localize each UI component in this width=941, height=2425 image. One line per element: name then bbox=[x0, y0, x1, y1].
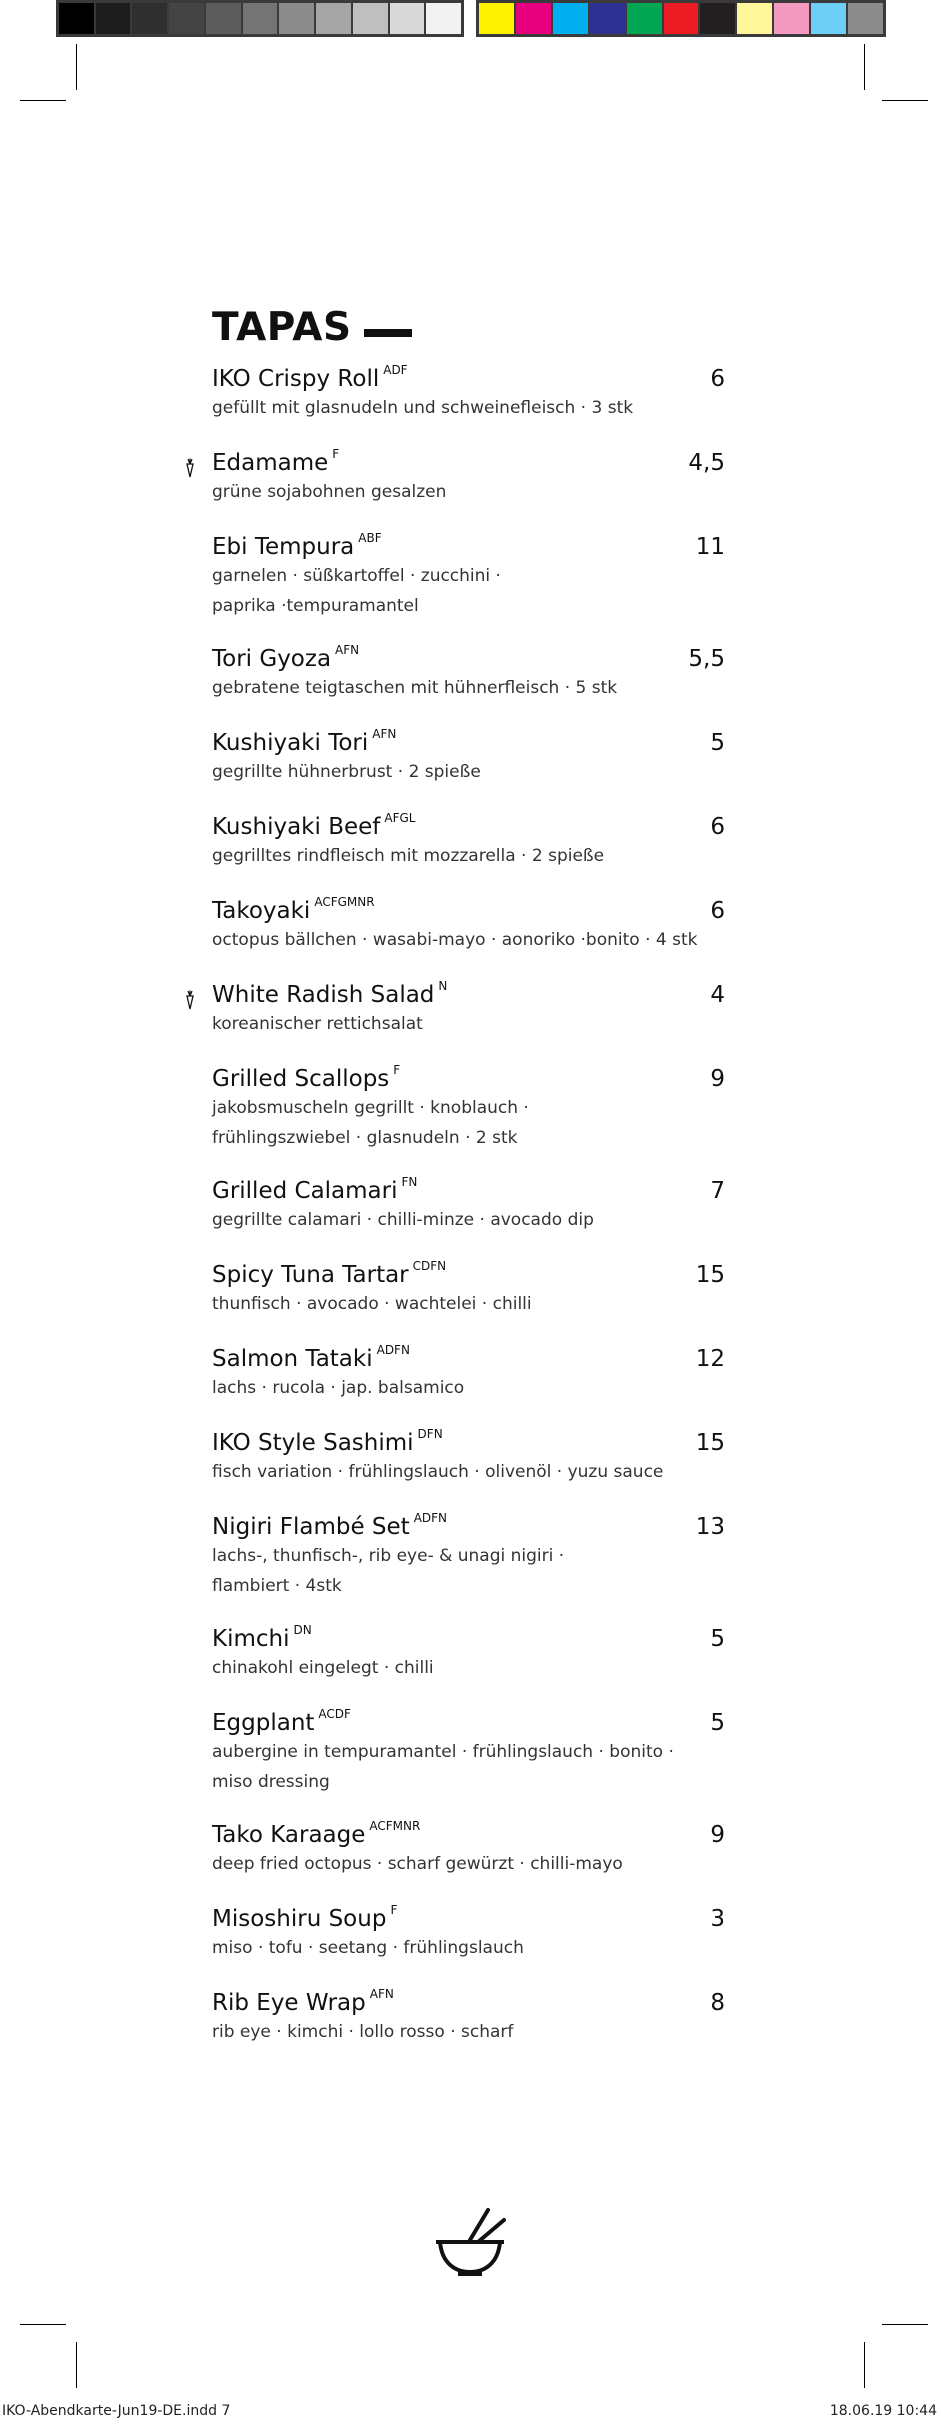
menu-item-row bbox=[212, 811, 725, 840]
menu-item-row bbox=[212, 895, 725, 924]
menu-item-row bbox=[212, 1175, 725, 1204]
item-name-text: Ebi Tempura bbox=[212, 534, 355, 560]
item-name-text: Rib Eye Wrap bbox=[212, 1990, 366, 2016]
item-name-text: Nigiri Flambé Set bbox=[212, 1514, 410, 1540]
crop-mark bbox=[882, 2324, 928, 2325]
menu-item-description: garnelen · süßkartoffel · zucchini · bbox=[212, 566, 501, 586]
menu-item-description: paprika ·tempuramantel bbox=[212, 596, 419, 616]
item-name-text: Kushiyaki Beef bbox=[212, 814, 381, 840]
color-swatch bbox=[590, 3, 627, 34]
menu-item-row bbox=[212, 1707, 725, 1736]
allergen-codes: ACFMNR bbox=[369, 1819, 421, 1834]
menu-item-price: 5 bbox=[710, 1626, 725, 1652]
color-swatch bbox=[848, 3, 883, 34]
menu-item-name bbox=[212, 1707, 351, 1736]
color-swatch bbox=[279, 3, 316, 34]
menu-item-description: gebratene teigtaschen mit hühnerfleisch · 5 stk bbox=[212, 678, 618, 698]
menu-item bbox=[212, 979, 725, 1066]
menu-item bbox=[212, 1623, 725, 1710]
color-swatch bbox=[59, 3, 96, 34]
menu-item-price: 5,5 bbox=[688, 646, 725, 672]
section-title: TAPAS bbox=[212, 305, 352, 350]
item-name-text: Takoyaki bbox=[212, 898, 311, 924]
section-heading bbox=[212, 305, 725, 350]
menu-item-name bbox=[212, 1063, 401, 1092]
menu-item-row bbox=[212, 1623, 725, 1652]
menu-item-name bbox=[212, 1427, 443, 1456]
crop-mark bbox=[76, 2342, 77, 2388]
menu-item-description: lachs · rucola · jap. balsamico bbox=[212, 1378, 465, 1398]
crop-mark bbox=[76, 44, 77, 90]
menu-item-row bbox=[212, 1511, 725, 1540]
menu-item-row bbox=[212, 1819, 725, 1848]
menu-item-description: miso dressing bbox=[212, 1772, 330, 1792]
menu-item-name bbox=[212, 895, 375, 924]
menu-item-row bbox=[212, 447, 725, 476]
color-swatch bbox=[390, 3, 427, 34]
color-swatch bbox=[316, 3, 353, 34]
crop-mark bbox=[20, 2324, 66, 2325]
allergen-codes: ACFGMNR bbox=[314, 895, 375, 910]
menu-item-name bbox=[212, 447, 340, 476]
title-underline-bar bbox=[364, 329, 412, 337]
menu-item-description: flambiert · 4stk bbox=[212, 1576, 342, 1596]
menu-item-price: 9 bbox=[710, 1822, 725, 1848]
color-swatch bbox=[206, 3, 243, 34]
menu-item bbox=[212, 1903, 725, 1990]
crop-mark bbox=[882, 100, 928, 101]
menu-item bbox=[212, 1511, 725, 1626]
item-name-text: Grilled Calamari bbox=[212, 1178, 398, 1204]
menu-item-row bbox=[212, 979, 725, 1008]
menu-item-price: 3 bbox=[710, 1906, 725, 1932]
menu-item bbox=[212, 447, 725, 534]
color-swatch bbox=[774, 3, 811, 34]
menu-item-row bbox=[212, 1343, 725, 1372]
menu-item-row bbox=[212, 643, 725, 672]
menu-item bbox=[212, 811, 725, 898]
menu-item-row bbox=[212, 1259, 725, 1288]
menu-item bbox=[212, 643, 725, 730]
menu-item-price: 4 bbox=[710, 982, 725, 1008]
menu-item-description: gefüllt mit glasnudeln und schweinefleisch · 3 stk bbox=[212, 398, 634, 418]
menu-item-description: gegrillte hühnerbrust · 2 spieße bbox=[212, 762, 481, 782]
item-name-text: Kushiyaki Tori bbox=[212, 730, 369, 756]
menu-item-name bbox=[212, 643, 360, 672]
color-swatch bbox=[664, 3, 701, 34]
color-swatch bbox=[700, 3, 737, 34]
menu-item bbox=[212, 1707, 725, 1822]
color-swatch bbox=[243, 3, 280, 34]
menu-item-description: miso · tofu · seetang · frühlingslauch bbox=[212, 1938, 524, 1958]
color-swatch bbox=[353, 3, 390, 34]
menu-item bbox=[212, 1175, 725, 1262]
menu-item-name bbox=[212, 1175, 418, 1204]
menu-item-description: grüne sojabohnen gesalzen bbox=[212, 482, 447, 502]
print-date-time: 18.06.19 10:44 bbox=[829, 2403, 937, 2419]
item-name-text: Spicy Tuna Tartar bbox=[212, 1262, 409, 1288]
item-name-text: IKO Crispy Roll bbox=[212, 366, 380, 392]
menu-item-name bbox=[212, 1987, 394, 2016]
allergen-codes: CDFN bbox=[412, 1259, 447, 1274]
allergen-codes: DN bbox=[293, 1623, 312, 1638]
menu-item-name bbox=[212, 1343, 410, 1372]
crop-mark bbox=[864, 2342, 865, 2388]
color-swatch bbox=[516, 3, 553, 34]
allergen-codes: N bbox=[438, 979, 448, 994]
item-name-text: Grilled Scallops bbox=[212, 1066, 390, 1092]
item-name-text: IKO Style Sashimi bbox=[212, 1430, 414, 1456]
menu-item-price: 5 bbox=[710, 730, 725, 756]
menu-item-price: 6 bbox=[710, 814, 725, 840]
menu-item bbox=[212, 1987, 725, 2074]
crop-mark bbox=[20, 100, 66, 101]
menu-item-description: octopus bällchen · wasabi-mayo · aonoriko ·bonito · 4 stk bbox=[212, 930, 698, 950]
allergen-codes: F bbox=[332, 447, 340, 462]
menu-item-description: deep fried octopus · scharf gewürzt · chilli-mayo bbox=[212, 1854, 623, 1874]
allergen-codes: ADFN bbox=[413, 1511, 448, 1526]
color-swatch bbox=[96, 3, 133, 34]
item-name-text: Salmon Tataki bbox=[212, 1346, 373, 1372]
item-name-text: White Radish Salad bbox=[212, 982, 435, 1008]
allergen-codes: AFGL bbox=[384, 811, 416, 826]
menu-item-price: 15 bbox=[695, 1262, 725, 1288]
menu-item-description: frühlingszwiebel · glasnudeln · 2 stk bbox=[212, 1128, 518, 1148]
allergen-codes: ADFN bbox=[376, 1343, 410, 1358]
menu-item bbox=[212, 1427, 725, 1514]
menu-item-description: jakobsmuscheln gegrillt · knoblauch · bbox=[212, 1098, 529, 1118]
item-name-text: Eggplant bbox=[212, 1710, 315, 1736]
menu-item-price: 6 bbox=[710, 366, 725, 392]
menu-item bbox=[212, 1063, 725, 1178]
menu-item bbox=[212, 363, 725, 450]
menu-item bbox=[212, 1819, 725, 1906]
menu-item-price: 6 bbox=[710, 898, 725, 924]
menu-item-description: thunfisch · avocado · wachtelei · chilli bbox=[212, 1294, 532, 1314]
color-swatch bbox=[627, 3, 664, 34]
menu-item-price: 5 bbox=[710, 1710, 725, 1736]
menu-item-name bbox=[212, 811, 416, 840]
menu-item-description: gegrillte calamari · chilli-minze · avocado dip bbox=[212, 1210, 594, 1230]
menu-item bbox=[212, 895, 725, 982]
item-name-text: Tori Gyoza bbox=[212, 646, 332, 672]
menu-item bbox=[212, 531, 725, 646]
menu-item-name bbox=[212, 363, 408, 392]
allergen-codes: FN bbox=[401, 1175, 418, 1190]
bowl-chopsticks-icon bbox=[430, 2206, 510, 2280]
menu-item-name bbox=[212, 1819, 421, 1848]
allergen-codes: AFN bbox=[369, 1987, 394, 2002]
color-swatch bbox=[479, 3, 516, 34]
menu-item-row bbox=[212, 531, 725, 560]
menu-item-price: 9 bbox=[710, 1066, 725, 1092]
menu-item-name bbox=[212, 1511, 448, 1540]
color-swatch bbox=[426, 3, 461, 34]
menu-section bbox=[212, 305, 725, 2074]
item-name-text: Kimchi bbox=[212, 1626, 290, 1652]
item-name-text: Tako Karaage bbox=[212, 1822, 366, 1848]
menu-item bbox=[212, 1259, 725, 1346]
color-calibration-bar bbox=[476, 0, 886, 37]
allergen-codes: ACDF bbox=[318, 1707, 351, 1722]
menu-item-description: gegrilltes rindfleisch mit mozzarella · 2 spieße bbox=[212, 846, 605, 866]
allergen-codes: ABF bbox=[358, 531, 382, 546]
menu-item-description: rib eye · kimchi · lollo rosso · scharf bbox=[212, 2022, 514, 2042]
item-name-text: Misoshiru Soup bbox=[212, 1906, 387, 1932]
menu-item-name bbox=[212, 531, 382, 560]
menu-item-row bbox=[212, 1427, 725, 1456]
menu-item-price: 11 bbox=[695, 534, 725, 560]
menu-item-name bbox=[212, 727, 397, 756]
menu-item-name bbox=[212, 1623, 312, 1652]
color-swatch bbox=[737, 3, 774, 34]
allergen-codes: DFN bbox=[417, 1427, 443, 1442]
menu-item-description: koreanischer rettichsalat bbox=[212, 1014, 423, 1034]
file-label: IKO-Abendkarte-Jun19-DE.indd 7 bbox=[2, 2403, 231, 2419]
menu-item-row bbox=[212, 1903, 725, 1932]
grayscale-calibration-bar bbox=[56, 0, 464, 37]
menu-item-row bbox=[212, 363, 725, 392]
menu-item-row bbox=[212, 727, 725, 756]
menu-item-description: chinakohl eingelegt · chilli bbox=[212, 1658, 434, 1678]
menu-item-name bbox=[212, 1903, 398, 1932]
carrot-icon bbox=[182, 458, 198, 478]
menu-item-price: 4,5 bbox=[688, 450, 725, 476]
color-swatch bbox=[169, 3, 206, 34]
menu-item-price: 13 bbox=[695, 1514, 725, 1540]
menu-item-description: lachs-, thunfisch-, rib eye- & unagi nigiri · bbox=[212, 1546, 565, 1566]
color-swatch bbox=[811, 3, 848, 34]
color-swatch bbox=[553, 3, 590, 34]
allergen-codes: AFN bbox=[335, 643, 360, 658]
allergen-codes: F bbox=[390, 1903, 398, 1918]
allergen-codes: ADF bbox=[383, 363, 408, 378]
menu-item-price: 12 bbox=[695, 1346, 725, 1372]
menu-item-price: 8 bbox=[710, 1990, 725, 2016]
menu-item-name bbox=[212, 979, 448, 1008]
menu-item-list bbox=[212, 363, 725, 2074]
menu-item-name bbox=[212, 1259, 447, 1288]
menu-item-row bbox=[212, 1063, 725, 1092]
allergen-codes: AFN bbox=[372, 727, 397, 742]
allergen-codes: F bbox=[393, 1063, 401, 1078]
menu-item-description: fisch variation · frühlingslauch · olivenöl · yuzu sauce bbox=[212, 1462, 664, 1482]
carrot-icon bbox=[182, 990, 198, 1010]
menu-item-price: 7 bbox=[710, 1178, 725, 1204]
menu-item bbox=[212, 727, 725, 814]
item-name-text: Edamame bbox=[212, 450, 329, 476]
color-swatch bbox=[132, 3, 169, 34]
menu-item-row bbox=[212, 1987, 725, 2016]
menu-item bbox=[212, 1343, 725, 1430]
menu-item-price: 15 bbox=[695, 1430, 725, 1456]
menu-item-description: aubergine in tempuramantel · frühlingslauch · bonito · bbox=[212, 1742, 674, 1762]
crop-mark bbox=[864, 44, 865, 90]
